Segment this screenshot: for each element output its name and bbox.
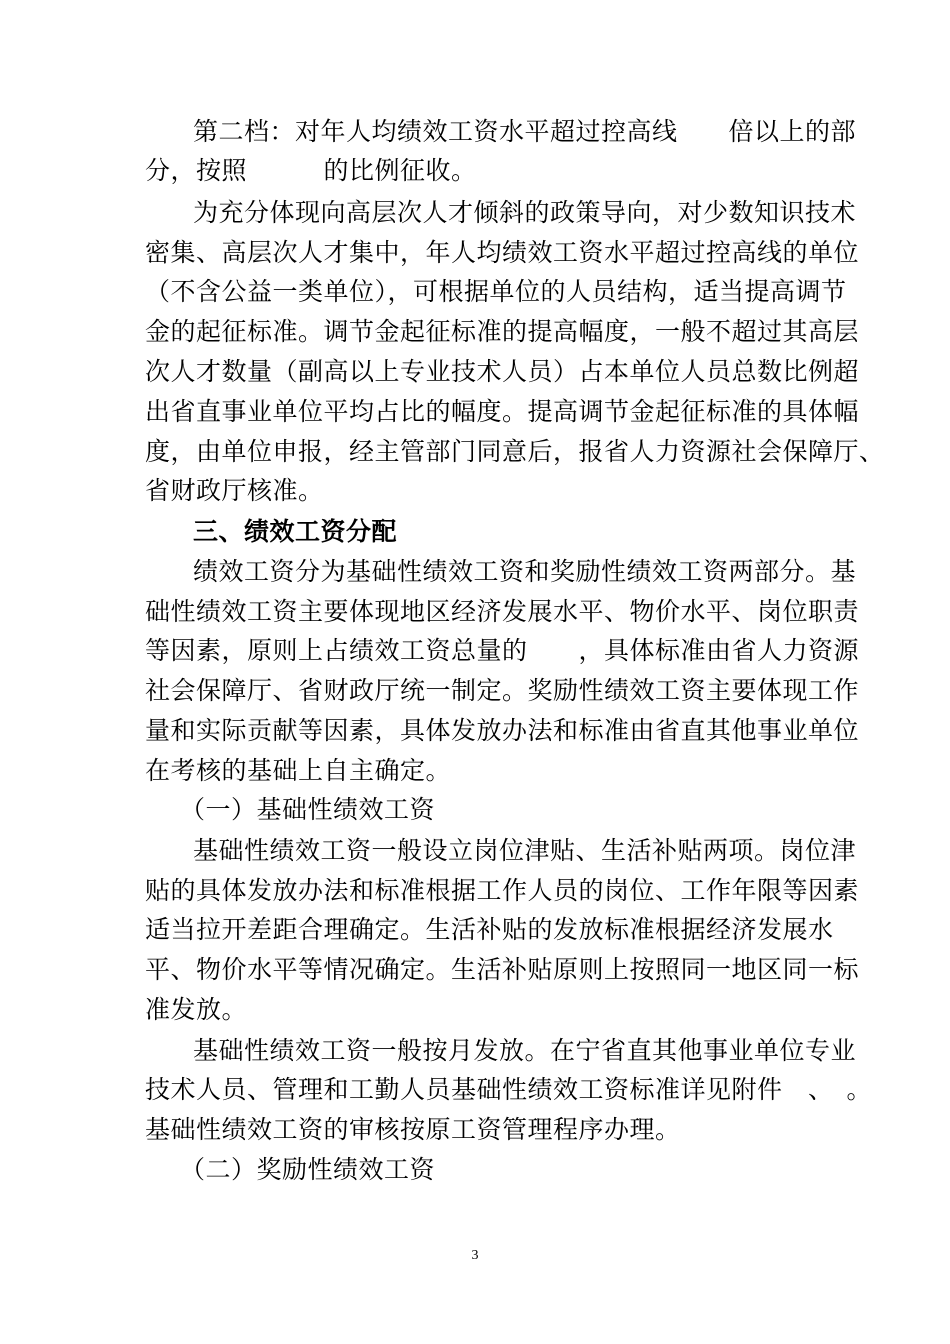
paragraph-line: 贴的具体发放办法和标准根据工作人员的岗位、工作年限等因素 — [145, 876, 860, 905]
paragraph-line: 为充分体现向高层次人才倾斜的政策导向，对少数知识技术 — [193, 198, 857, 227]
subheading-basic: （一）基础性绩效工资 — [180, 795, 436, 824]
paragraph-line: 社会保障厅、省财政厅统一制定。奖励性绩效工资主要体现工作 — [145, 676, 860, 705]
paragraph-line: 基础性绩效工资一般按月发放。在宁省直其他事业单位专业 — [193, 1036, 857, 1065]
paragraph-line: 省财政厅核准。 — [145, 476, 324, 505]
paragraph-line: 适当拉开差距合理确定。生活补贴的发放标准根据经济发展水 — [145, 915, 834, 944]
section-heading: 三、绩效工资分配 — [193, 517, 398, 546]
paragraph-line: 在考核的基础上自主确定。 — [145, 756, 452, 785]
paragraph-line: 准发放。 — [145, 995, 248, 1024]
paragraph-line: 平、物价水平等情况确定。生活补贴原则上按照同一地区同一标 — [145, 955, 860, 984]
paragraph-line: 第二档：对年人均绩效工资水平超过控高线 倍以上的部 — [193, 117, 857, 146]
paragraph-line: 基础性绩效工资的审核按原工资管理程序办理。 — [145, 1115, 681, 1144]
paragraph-line: 等因素，原则上占绩效工资总量的 ，具体标准由省人力资源 — [145, 636, 860, 665]
paragraph-line: 基础性绩效工资一般设立岗位津贴、生活补贴两项。岗位津 — [193, 836, 857, 865]
paragraph-line: 量和实际贡献等因素，具体发放办法和标准由省直其他事业单位 — [145, 716, 860, 745]
paragraph-line: 度，由单位申报，经主管部门同意后，报省人力资源社会保障厅、 — [145, 437, 885, 466]
paragraph-line: 金的起征标准。调节金起征标准的提高幅度，一般不超过其高层 — [145, 317, 860, 346]
paragraph-line: 出省直事业单位平均占比的幅度。提高调节金起征标准的具体幅 — [145, 397, 860, 426]
paragraph-line: 分，按照 的比例征收。 — [145, 156, 477, 185]
paragraph-line: 础性绩效工资主要体现地区经济发展水平、物价水平、岗位职责 — [145, 597, 860, 626]
paragraph-line: 密集、高层次人才集中，年人均绩效工资水平超过控高线的单位 — [145, 238, 860, 267]
paragraph-line: 次人才数量（副高以上专业技术人员）占本单位人员总数比例超 — [145, 357, 860, 386]
paragraph-line: （不含公益一类单位），可根据单位的人员结构，适当提高调节 — [145, 277, 847, 306]
paragraph-line: 技术人员、管理和工勤人员基础性绩效工资标准详见附件 、 。 — [145, 1075, 873, 1104]
subheading-incentive: （二）奖励性绩效工资 — [180, 1155, 436, 1184]
page-number: 3 — [471, 1248, 479, 1263]
paragraph-line: 绩效工资分为基础性绩效工资和奖励性绩效工资两部分。基 — [193, 557, 857, 586]
